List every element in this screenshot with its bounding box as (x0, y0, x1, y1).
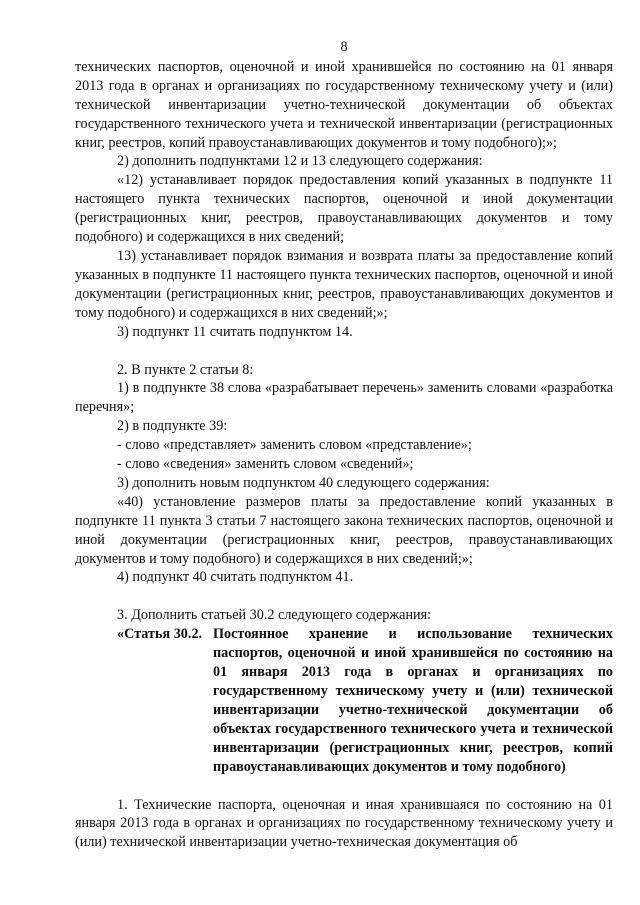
paragraph-subitem-41: 4) подпункт 40 считать подпунктом 41. (117, 569, 354, 586)
paragraph-subitem-40: «40) установление размеров платы за предоставление копий указанных в подпункте 11 пункта 3 статьи 7 настоящего закона технических паспортов, оценочной и иной документации (регистрационных книг, реестров, правоустанавливающих документов и тому подобного) и содержащихся в них сведений;»; (75, 493, 613, 567)
article-title: Постоянное хранение и использование технических паспортов, оценочной и иной хранившейся по состоянию на 01 января 2013 года в органах и организациях по государственному техническому учету и (или) технической инвентаризации учетно-технической документации об объектах государственного технического учета и технической инвентаризации (регистрационных книг, реестров, копий правоустанавливающих документов и тому подобного) (213, 626, 613, 775)
paragraph-dash-2: - слово «сведения» заменить словом «сведений»; (117, 456, 414, 473)
paragraph-dash-1: - слово «представляет» заменить словом «представление»; (117, 437, 472, 454)
paragraph-subitem-38: 1) в подпункте 38 слова «разрабатывает перечень» заменить словами «разработка перечня»; (75, 380, 613, 416)
paragraph-gap (75, 587, 613, 606)
paragraph-item-3: 3) подпункт 11 считать подпунктом 14. (117, 323, 353, 340)
paragraph-gap (75, 777, 613, 796)
section-2-heading: 2. В пункте 2 статьи 8: (117, 361, 254, 378)
paragraph-continuation: технических паспортов, оценочной и иной хранившейся по состоянию на 01 января 2013 года в органах и организациях по государственному техническому учету и (или) технической инвентаризации учетно-технической документации об объектах государственного технического учета и технической инвентаризации (регистрационных книг, реестров, копий правоустанавливающих документов и тому подобного);»; (75, 58, 613, 151)
section-3-heading: 3. Дополнить статьей 30.2 следующего содержания: (117, 607, 432, 624)
page-number: 8 (340, 39, 348, 55)
paragraph-add-40-intro: 3) дополнить новым подпунктом 40 следующего содержания: (117, 474, 490, 491)
article-label: «Статья 30.2. (117, 626, 203, 643)
article-paragraph-1: 1. Технические паспорта, оценочная и иная хранившаяся по состоянию на 01 января 2013 года в органах и организациях по государственному техническому учету и (или) технической инвентаризации учетно-техническая документация об (75, 796, 613, 851)
paragraph-item-2-intro: 2) дополнить подпунктами 12 и 13 следующего содержания: (117, 153, 483, 170)
paragraph-subitem-39: 2) в подпункте 39: (117, 418, 228, 435)
paragraph-subitem-13: 13) устанавливает порядок взимания и возврата платы за предоставление копий указанных в подпункте 11 настоящего пункта технических паспортов, оценочной и иной документации (регистрационных книг, реестров, правоустанавливающих документов и тому подобного) и содержащихся в них сведений;»; (75, 247, 613, 321)
paragraph-gap (75, 342, 613, 361)
paragraph-subitem-12: «12) устанавливает порядок предоставления копий указанных в подпункте 11 настоящего пункта технических паспортов, оценочной и иной документации (регистрационных книг, реестров, правоустанавливающих документов и тому подобного) и содержащихся в них сведений; (75, 172, 613, 246)
article-heading (75, 625, 613, 776)
